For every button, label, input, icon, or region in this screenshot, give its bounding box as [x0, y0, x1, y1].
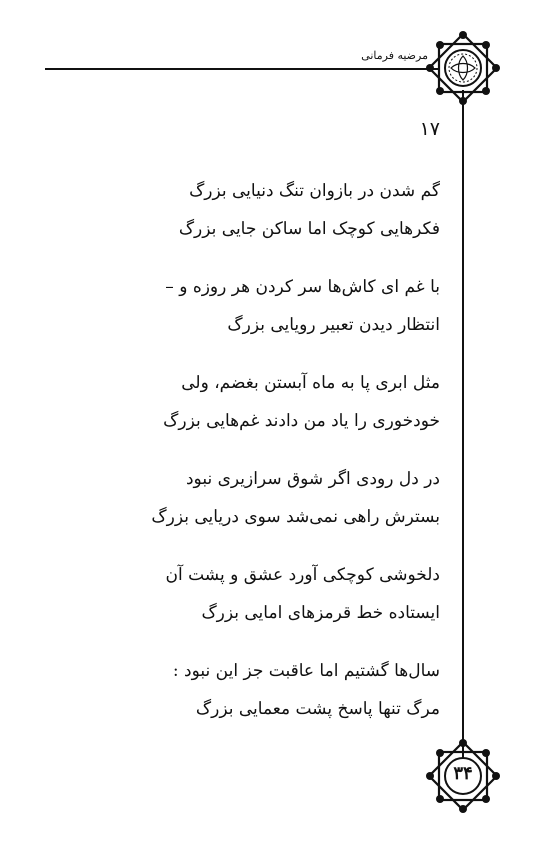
- verse-line: سال‌ها گشتیم اما عاقبت جز این نبود :: [172, 661, 440, 681]
- verse-line: در دل رودی اگر شوق سرازیری نبود: [185, 469, 440, 489]
- verse-line: بسترش راهی نمی‌شد سوی دریایی بزرگ: [151, 507, 440, 527]
- stanza: [150, 268, 440, 344]
- verse-line: دلخوشی کوچکی آورد عشق و پشت آن: [165, 565, 440, 585]
- verse-line: گم شدن در بازوان تنگ دنیایی بزرگ: [189, 181, 440, 201]
- verse-line: مرگ تنها پاسخ پشت معمایی بزرگ: [195, 699, 440, 719]
- stanza: [150, 556, 440, 632]
- verse-line: ایستاده خط قرمزهای امایی بزرگ: [201, 603, 440, 623]
- verse-line: فکرهایی کوچک اما ساکن جایی بزرگ: [178, 219, 440, 239]
- poem-number: ۱۷: [419, 118, 440, 140]
- stanza: [150, 172, 440, 248]
- stanza: [150, 364, 440, 440]
- verse-line: خودخوری را یاد من دادند غم‌هایی بزرگ: [163, 411, 440, 431]
- rosette-ornament-icon: [425, 30, 501, 106]
- margin-rule: [462, 90, 464, 758]
- header-rule: [45, 68, 440, 70]
- author-name: مرضیه فرمانی: [361, 49, 428, 62]
- stanza: [150, 652, 440, 728]
- stanza: [150, 460, 440, 536]
- page-number: ۳۴: [453, 763, 473, 784]
- verse-line: انتظار دیدن تعبیر رویایی بزرگ: [227, 315, 440, 335]
- poem-body: [150, 172, 440, 748]
- verse-line: با غم ای کاش‌ها سر کردن هر روزه و –: [165, 277, 440, 297]
- verse-line: مثل ابری پا به ماه آبستن بغضم، ولی: [181, 373, 440, 393]
